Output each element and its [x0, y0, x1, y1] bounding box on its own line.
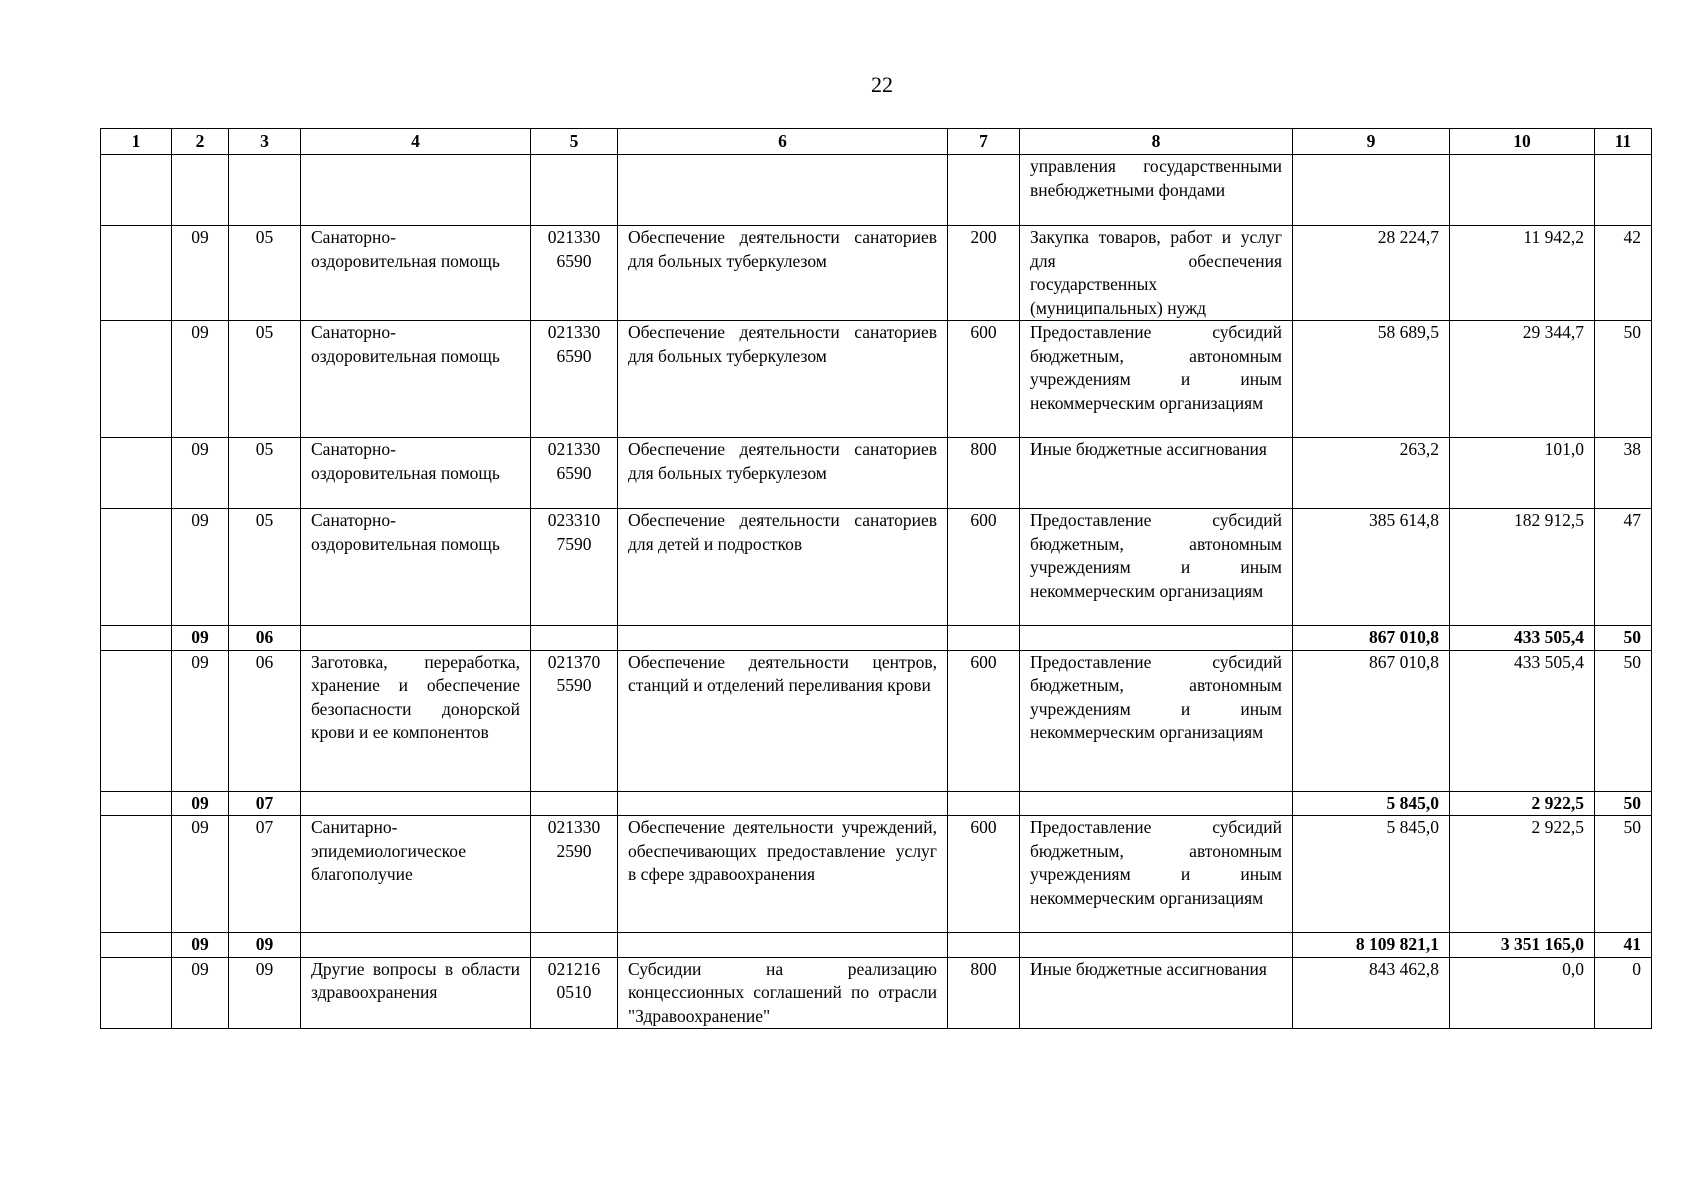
cell-target-code: 021330 6590	[531, 438, 618, 509]
cell-executed: 11 942,2	[1450, 226, 1595, 321]
cell-target-name: Обеспечение деятельности учреждений, обеспечивающих предоставление услуг в сфере здравоохранения	[618, 816, 948, 933]
cell-subsection-name	[301, 626, 531, 651]
cell-subsection: 07	[229, 816, 301, 933]
cell-expense-name: Иные бюджетные ассигнования	[1020, 438, 1293, 509]
col-header-10: 10	[1450, 129, 1595, 155]
cell-c1	[101, 816, 172, 933]
cell-expense-name: Предоставление субсидий бюджетным, автономным учреждениям и иным некоммерческим организациям	[1020, 650, 1293, 791]
cell-section: 09	[172, 957, 229, 1029]
cell-executed: 182 912,5	[1450, 509, 1595, 626]
cell-target-name: Обеспечение деятельности санаториев для больных туберкулезом	[618, 438, 948, 509]
cell-subsection-name	[301, 791, 531, 816]
cell-approved: 843 462,8	[1293, 957, 1450, 1029]
cell-target-code	[531, 626, 618, 651]
cell-executed: 29 344,7	[1450, 321, 1595, 438]
cell-percent: 50	[1595, 791, 1652, 816]
header-row	[101, 129, 1652, 155]
col-header-6: 6	[618, 129, 948, 155]
cell-percent: 50	[1595, 816, 1652, 933]
cell-section: 09	[172, 816, 229, 933]
cell-expense-name: Иные бюджетные ассигнования	[1020, 957, 1293, 1029]
cell-target-code: 023310 7590	[531, 509, 618, 626]
cell-subsection	[229, 155, 301, 226]
cell-section: 09	[172, 933, 229, 958]
cell-subsection: 05	[229, 226, 301, 321]
cell-percent: 42	[1595, 226, 1652, 321]
table-row	[101, 226, 1652, 321]
cell-subsection-name	[301, 155, 531, 226]
cell-target-code	[531, 791, 618, 816]
cell-subsection-name: Санаторно-оздоровительная помощь	[301, 509, 531, 626]
cell-target-code	[531, 155, 618, 226]
cell-target-name: Обеспечение деятельности санаториев для больных туберкулезом	[618, 321, 948, 438]
col-header-7: 7	[948, 129, 1020, 155]
cell-expense-name	[1020, 933, 1293, 958]
cell-subsection-name: Санитарно-эпидемиологическое благополучие	[301, 816, 531, 933]
cell-approved: 867 010,8	[1293, 626, 1450, 651]
cell-approved	[1293, 155, 1450, 226]
cell-c1	[101, 321, 172, 438]
cell-target-code: 021330 2590	[531, 816, 618, 933]
cell-expense-name: Предоставление субсидий бюджетным, автономным учреждениям и иным некоммерческим организациям	[1020, 816, 1293, 933]
cell-subsection: 09	[229, 957, 301, 1029]
cell-subsection-name: Другие вопросы в области здравоохранения	[301, 957, 531, 1029]
cell-percent	[1595, 155, 1652, 226]
cell-approved: 263,2	[1293, 438, 1450, 509]
col-header-3: 3	[229, 129, 301, 155]
cell-expense-type: 800	[948, 438, 1020, 509]
cell-subsection: 09	[229, 933, 301, 958]
cell-expense-type: 200	[948, 226, 1020, 321]
cell-section: 09	[172, 321, 229, 438]
cell-section: 09	[172, 650, 229, 791]
cell-target-code: 021330 6590	[531, 321, 618, 438]
cell-expense-type: 600	[948, 321, 1020, 438]
cell-expense-name: Предоставление субсидий бюджетным, автономным учреждениям и иным некоммерческим организациям	[1020, 321, 1293, 438]
cell-target-name	[618, 933, 948, 958]
cell-c1	[101, 226, 172, 321]
cell-target-name: Обеспечение деятельности санаториев для детей и подростков	[618, 509, 948, 626]
cell-section	[172, 155, 229, 226]
table-row	[101, 957, 1652, 1029]
col-header-5: 5	[531, 129, 618, 155]
cell-section: 09	[172, 626, 229, 651]
cell-expense-name	[1020, 626, 1293, 651]
cell-c1	[101, 933, 172, 958]
cell-target-name	[618, 791, 948, 816]
cell-c1	[101, 509, 172, 626]
cell-executed: 2 922,5	[1450, 816, 1595, 933]
cell-executed	[1450, 155, 1595, 226]
cell-percent: 41	[1595, 933, 1652, 958]
cell-section: 09	[172, 438, 229, 509]
cell-expense-type	[948, 933, 1020, 958]
table-row	[101, 321, 1652, 438]
subtotal-row	[101, 933, 1652, 958]
cell-c1	[101, 957, 172, 1029]
cell-subsection: 06	[229, 626, 301, 651]
cell-percent: 50	[1595, 626, 1652, 651]
cell-target-name	[618, 626, 948, 651]
cell-percent: 0	[1595, 957, 1652, 1029]
cell-expense-type: 800	[948, 957, 1020, 1029]
budget-table	[100, 128, 1652, 1029]
cell-target-code: 021370 5590	[531, 650, 618, 791]
col-header-8: 8	[1020, 129, 1293, 155]
col-header-4: 4	[301, 129, 531, 155]
subtotal-row	[101, 626, 1652, 651]
cell-percent: 47	[1595, 509, 1652, 626]
col-header-1: 1	[101, 129, 172, 155]
cell-subsection: 07	[229, 791, 301, 816]
cell-expense-type: 600	[948, 816, 1020, 933]
cell-percent: 50	[1595, 321, 1652, 438]
cell-expense-type	[948, 626, 1020, 651]
cell-c1	[101, 626, 172, 651]
cell-subsection-name: Заготовка, переработка, хранение и обеспечение безопасности донорской крови и ее компонентов	[301, 650, 531, 791]
cell-executed: 3 351 165,0	[1450, 933, 1595, 958]
table-row	[101, 650, 1652, 791]
cell-executed: 433 505,4	[1450, 650, 1595, 791]
col-header-9: 9	[1293, 129, 1450, 155]
cell-section: 09	[172, 791, 229, 816]
cell-percent: 38	[1595, 438, 1652, 509]
table-row	[101, 816, 1652, 933]
cell-executed: 433 505,4	[1450, 626, 1595, 651]
cell-c1	[101, 791, 172, 816]
cell-executed: 2 922,5	[1450, 791, 1595, 816]
cell-approved: 5 845,0	[1293, 791, 1450, 816]
cell-c1	[101, 438, 172, 509]
cell-subsection: 06	[229, 650, 301, 791]
cell-executed: 0,0	[1450, 957, 1595, 1029]
cell-section: 09	[172, 509, 229, 626]
cell-expense-type: 600	[948, 509, 1020, 626]
table-row	[101, 438, 1652, 509]
cell-approved: 28 224,7	[1293, 226, 1450, 321]
cell-target-name: Субсидии на реализацию концессионных соглашений по отрасли "Здравоохранение"	[618, 957, 948, 1029]
cell-executed: 101,0	[1450, 438, 1595, 509]
cell-subsection-name: Санаторно-оздоровительная помощь	[301, 226, 531, 321]
cell-subsection: 05	[229, 509, 301, 626]
subtotal-row	[101, 791, 1652, 816]
col-header-11: 11	[1595, 129, 1652, 155]
cell-approved: 58 689,5	[1293, 321, 1450, 438]
cell-target-name	[618, 155, 948, 226]
cell-subsection: 05	[229, 321, 301, 438]
cell-subsection: 05	[229, 438, 301, 509]
cell-expense-name: управления государственными внебюджетными фондами	[1020, 155, 1293, 226]
cell-percent: 50	[1595, 650, 1652, 791]
cell-expense-type: 600	[948, 650, 1020, 791]
col-header-2: 2	[172, 129, 229, 155]
cell-subsection-name: Санаторно-оздоровительная помощь	[301, 321, 531, 438]
cell-expense-type	[948, 791, 1020, 816]
cell-expense-name: Закупка товаров, работ и услуг для обеспечения государственных (муниципальных) нужд	[1020, 226, 1293, 321]
cell-c1	[101, 650, 172, 791]
table-row	[101, 509, 1652, 626]
cell-expense-type	[948, 155, 1020, 226]
cell-approved: 385 614,8	[1293, 509, 1450, 626]
cell-section: 09	[172, 226, 229, 321]
cell-approved: 867 010,8	[1293, 650, 1450, 791]
cell-target-code: 021216 0510	[531, 957, 618, 1029]
cell-target-name: Обеспечение деятельности центров, станций и отделений переливания крови	[618, 650, 948, 791]
cell-target-name: Обеспечение деятельности санаториев для больных туберкулезом	[618, 226, 948, 321]
cell-target-code	[531, 933, 618, 958]
table-row	[101, 155, 1652, 226]
cell-target-code: 021330 6590	[531, 226, 618, 321]
cell-c1	[101, 155, 172, 226]
page-number: 22	[871, 72, 893, 97]
cell-subsection-name: Санаторно-оздоровительная помощь	[301, 438, 531, 509]
cell-approved: 8 109 821,1	[1293, 933, 1450, 958]
cell-subsection-name	[301, 933, 531, 958]
cell-expense-name	[1020, 791, 1293, 816]
cell-approved: 5 845,0	[1293, 816, 1450, 933]
cell-expense-name: Предоставление субсидий бюджетным, автономным учреждениям и иным некоммерческим организациям	[1020, 509, 1293, 626]
